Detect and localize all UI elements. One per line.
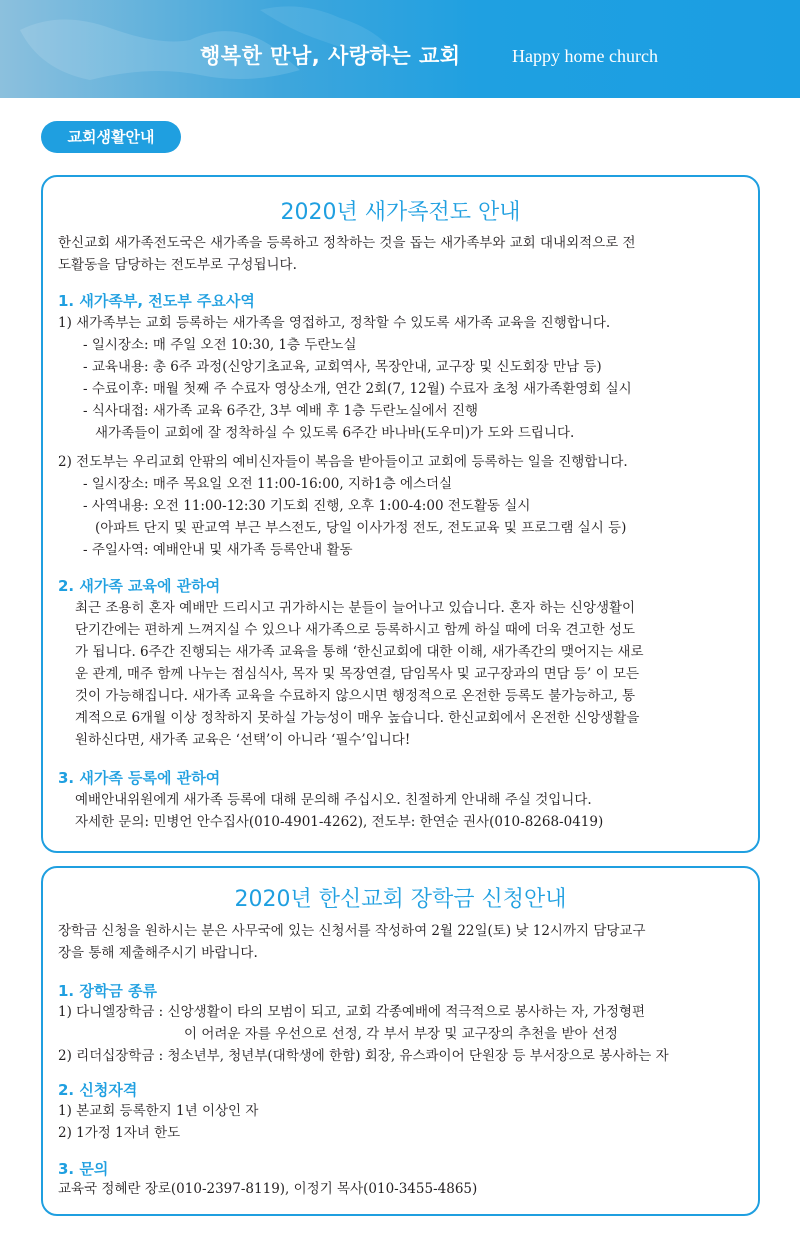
notice1-s1-line: (아파트 단지 및 판교역 부근 부스전도, 당일 이사가정 전도, 전도교육 및 프로그램 실시 등)	[95, 520, 627, 536]
header-banner	[0, 0, 800, 98]
notice1-s1-line: 2) 전도부는 우리교회 안팎의 예비신자들이 복음을 받아들이고 교회에 등록하는 일을 진행합니다.	[58, 454, 628, 470]
notice1-s1-line: 1) 새가족부는 교회 등록하는 새가족을 영접하고, 정착할 수 있도록 새가족 교육을 진행합니다.	[58, 315, 611, 331]
scholarship-notice-card	[41, 866, 760, 1216]
notice2-s1-line: 1) 다니엘장학금 : 신앙생활이 타의 모범이 되고, 교회 각종예배에 적극적으로 봉사하는 자, 가정형편	[58, 1004, 646, 1020]
notice1-s1-line: - 사역내용: 오전 11:00-12:30 기도회 진행, 오후 1:00-4:00 전도활동 실시	[83, 498, 531, 514]
notice2-title: 2020년 한신교회 장학금 신청안내	[234, 887, 567, 912]
notice1-s2-line: 원하신다면, 새가족 교육은 ‘선택’이 아니라 ‘필수’입니다!	[75, 732, 411, 748]
notice1-s1-line: - 수료이후: 매월 첫째 주 수료자 영상소개, 연간 2회(7, 12월) 수료자 초청 새가족환영회 실시	[83, 381, 632, 397]
notice2-s2-line: 2) 1가정 1자녀 한도	[58, 1125, 181, 1141]
notice1-intro-line: 도활동을 담당하는 전도부로 구성됩니다.	[58, 257, 297, 273]
notice1-s2-line: 가 됩니다. 6주간 진행되는 새가족 교육을 통해 ‘한신교회에 대한 이해, 새가족간의 맺어지는 새로	[75, 644, 644, 660]
notice1-section2-heading: 2. 새가족 교육에 관하여	[58, 577, 221, 595]
notice2-section2-heading: 2. 신청자격	[58, 1081, 138, 1099]
notice1-section3-heading: 3. 새가족 등록에 관하여	[58, 769, 221, 787]
notice2-s2-line: 1) 본교회 등록한지 1년 이상인 자	[58, 1103, 259, 1119]
notice1-title: 2020년 새가족전도 안내	[280, 200, 521, 225]
notice1-s2-line: 최근 조용히 혼자 예배만 드리시고 귀가하시는 분들이 늘어나고 있습니다. 혼자 하는 신앙생활이	[75, 600, 636, 616]
notice1-s1-line: - 일시장소: 매 주일 오전 10:30, 1층 두란노실	[83, 337, 357, 353]
section-tag: 교회생활안내	[41, 121, 181, 153]
notice1-intro-line: 한신교회 새가족전도국은 새가족을 등록하고 정착하는 것을 돕는 새가족부와 교회 대내외적으로 전	[58, 235, 636, 251]
new-family-notice-card	[41, 175, 760, 853]
banner-subtitle: Happy home church	[512, 46, 658, 66]
banner-title: 행복한 만남, 사랑하는 교회	[200, 44, 461, 68]
notice1-s1-line: 새가족들이 교회에 잘 정착하실 수 있도록 6주간 바나바(도우미)가 도와 드립니다.	[95, 425, 575, 441]
notice1-s2-line: 계적으로 6개월 이상 정착하지 못하실 가능성이 매우 높습니다. 한신교회에서 온전한 신앙생활을	[75, 710, 640, 726]
notice1-s3-line: 자세한 문의: 민병언 안수집사(010-4901-4262), 전도부: 한연순 권사(010-8268-0419)	[75, 814, 604, 830]
notice1-s1-line: - 식사대접: 새가족 교육 6주간, 3부 예배 후 1층 두란노실에서 진행	[83, 403, 479, 419]
notice1-s1-line: - 교육내용: 총 6주 과정(신앙기초교육, 교회역사, 목장안내, 교구장 및 신도회장 만남 등)	[83, 359, 602, 375]
notice2-intro-line: 장학금 신청을 원하시는 분은 사무국에 있는 신청서를 작성하여 2월 22일(토) 낮 12시까지 담당교구	[58, 923, 646, 939]
notice1-s3-line: 예배안내위원에게 새가족 등록에 대해 문의해 주십시오. 친절하게 안내해 주실 것입니다.	[75, 792, 592, 808]
notice1-s2-line: 운 관계, 매주 함께 나누는 점심식사, 목자 및 목장연결, 담임목사 및 교구장과의 면담 등’ 이 모든	[75, 666, 640, 682]
notice2-s1-line: 이 어려운 자를 우선으로 선정, 각 부서 부장 및 교구장의 추천을 받아 선정	[184, 1026, 618, 1042]
notice2-section3-heading: 3. 문의	[58, 1160, 109, 1178]
notice1-s1-line: - 주일사역: 예배안내 및 새가족 등록안내 활동	[83, 542, 353, 558]
notice1-section1-heading: 1. 새가족부, 전도부 주요사역	[58, 292, 255, 310]
notice1-s2-line: 것이 가능해집니다. 새가족 교육을 수료하지 않으시면 행정적으로 온전한 등록도 불가능하고, 통	[75, 688, 636, 704]
notice2-s1-line: 2) 리더십장학금 : 청소년부, 청년부(대학생에 한함) 회장, 유스콰이어 단원장 등 부서장으로 봉사하는 자	[58, 1048, 669, 1064]
notice2-section1-heading: 1. 장학금 종류	[58, 982, 158, 1000]
notice1-s2-line: 단기간에는 편하게 느껴지실 수 있으나 새가족으로 등록하시고 함께 하실 때에 더욱 견고한 성도	[75, 622, 636, 638]
notice2-intro-line: 장을 통해 제출해주시기 바랍니다.	[58, 945, 258, 961]
notice2-s3-line: 교육국 정혜란 장로(010-2397-8119), 이정기 목사(010-3455-4865)	[58, 1181, 478, 1197]
notice1-s1-line: - 일시장소: 매주 목요일 오전 11:00-16:00, 지하1층 에스더실	[83, 476, 453, 492]
